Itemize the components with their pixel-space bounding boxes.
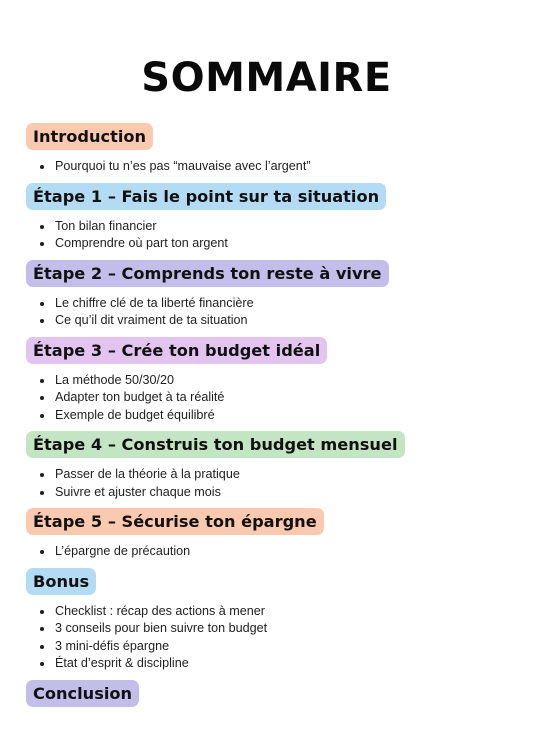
section-item-list bbox=[26, 158, 516, 176]
section-5 bbox=[26, 431, 516, 501]
section-7 bbox=[26, 568, 516, 673]
list-item: 3 conseils pour bien suivre ton budget bbox=[26, 620, 516, 638]
section-heading: Étape 1 – Fais le point sur ta situation bbox=[26, 183, 386, 210]
section-item-list bbox=[26, 295, 516, 330]
section-4 bbox=[26, 337, 516, 425]
section-2 bbox=[26, 183, 516, 253]
list-item: Passer de la théorie à la pratique bbox=[26, 466, 516, 484]
list-item: Suivre et ajuster chaque mois bbox=[26, 484, 516, 502]
page-title: SOMMAIRE bbox=[141, 55, 392, 101]
section-heading: Étape 5 – Sécurise ton épargne bbox=[26, 508, 324, 535]
list-item: Comprendre où part ton argent bbox=[26, 235, 516, 253]
section-1 bbox=[26, 123, 516, 176]
section-item-list bbox=[26, 543, 516, 561]
list-item: Pourquoi tu n’es pas “mauvaise avec l’argent” bbox=[26, 158, 516, 176]
section-8 bbox=[26, 680, 516, 707]
list-item: La méthode 50/30/20 bbox=[26, 372, 516, 390]
list-item: Le chiffre clé de ta liberté financière bbox=[26, 295, 516, 313]
list-item: Ton bilan financier bbox=[26, 218, 516, 236]
section-heading: Étape 3 – Crée ton budget idéal bbox=[26, 337, 327, 364]
list-item: L’épargne de précaution bbox=[26, 543, 516, 561]
section-heading: Conclusion bbox=[26, 680, 139, 707]
list-item: État d’esprit & discipline bbox=[26, 655, 516, 673]
section-6 bbox=[26, 508, 516, 561]
section-item-list bbox=[26, 466, 516, 501]
section-heading: Étape 2 – Comprends ton reste à vivre bbox=[26, 260, 389, 287]
section-3 bbox=[26, 260, 516, 330]
section-heading: Bonus bbox=[26, 568, 96, 595]
section-item-list bbox=[26, 603, 516, 673]
section-item-list bbox=[26, 218, 516, 253]
list-item: Exemple de budget équilibré bbox=[26, 407, 516, 425]
section-item-list bbox=[26, 372, 516, 425]
list-item: Checklist : récap des actions à mener bbox=[26, 603, 516, 621]
list-item: 3 mini-défis épargne bbox=[26, 638, 516, 656]
list-item: Adapter ton budget à ta réalité bbox=[26, 389, 516, 407]
section-heading: Étape 4 – Construis ton budget mensuel bbox=[26, 431, 405, 458]
sections-list bbox=[26, 123, 516, 707]
list-item: Ce qu’il dit vraiment de ta situation bbox=[26, 312, 516, 330]
section-heading: Introduction bbox=[26, 123, 153, 150]
